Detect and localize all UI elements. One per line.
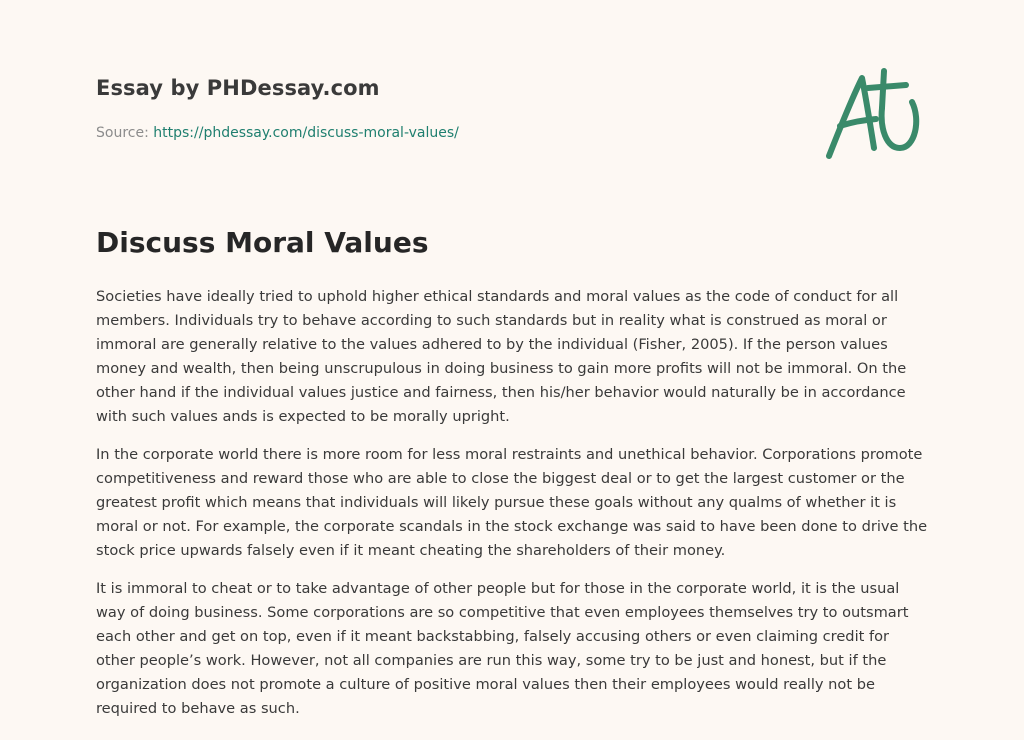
paragraph: In the corporate world there is more room for less moral restraints and unethical behavior. Corporations promote competitiveness and reward those who are able to close the biggest deal or to get the largest customer or the greatest profit which means that individuals will likely pursue these goals without any qualms of whether it is moral or not. For example, the corporate scandals in the stock exchange was said to have been done to drive the stock price upwards falsely even if it meant cheating the shareholders of their money. [96,446,928,559]
source-line [96,125,796,141]
paragraph: It is immoral to cheat or to take advantage of other people but for those in the corporate world, it is the usual way of doing business. Some corporations are so competitive that even employees themselves try to outsmart each other and get on top, even if it meant backstabbing, falsely accusing others or even claiming credit for other people’s work. However, not all companies are run this way, some try to be just and honest, but if the organization does not promote a culture of positive moral values then their employees would really not be required to behave as such. [96,580,909,717]
article-title: Discuss Moral Values [96,226,429,259]
a-plus-grade-icon [820,68,930,164]
source-link[interactable]: https://phdessay.com/discuss-moral-values/ [153,125,459,141]
essay-header [96,76,796,141]
article-body [96,285,928,735]
brand-title: Essay by PHDessay.com [96,76,380,100]
source-label: Source: [96,125,154,141]
paragraph: Societies have ideally tried to uphold higher ethical standards and moral values as the code of conduct for all members. Individuals try to behave according to such standards but in reality what is construed as moral or immoral are generally relative to the values adhered to by the individual (Fisher, 2005). If the person values money and wealth, then being unscrupulous in doing business to gain more profits will not be immoral. On the other hand if the individual values justice and fairness, then his/her behavior would naturally be in accordance with such values ands is expected to be morally upright. [96,288,907,425]
